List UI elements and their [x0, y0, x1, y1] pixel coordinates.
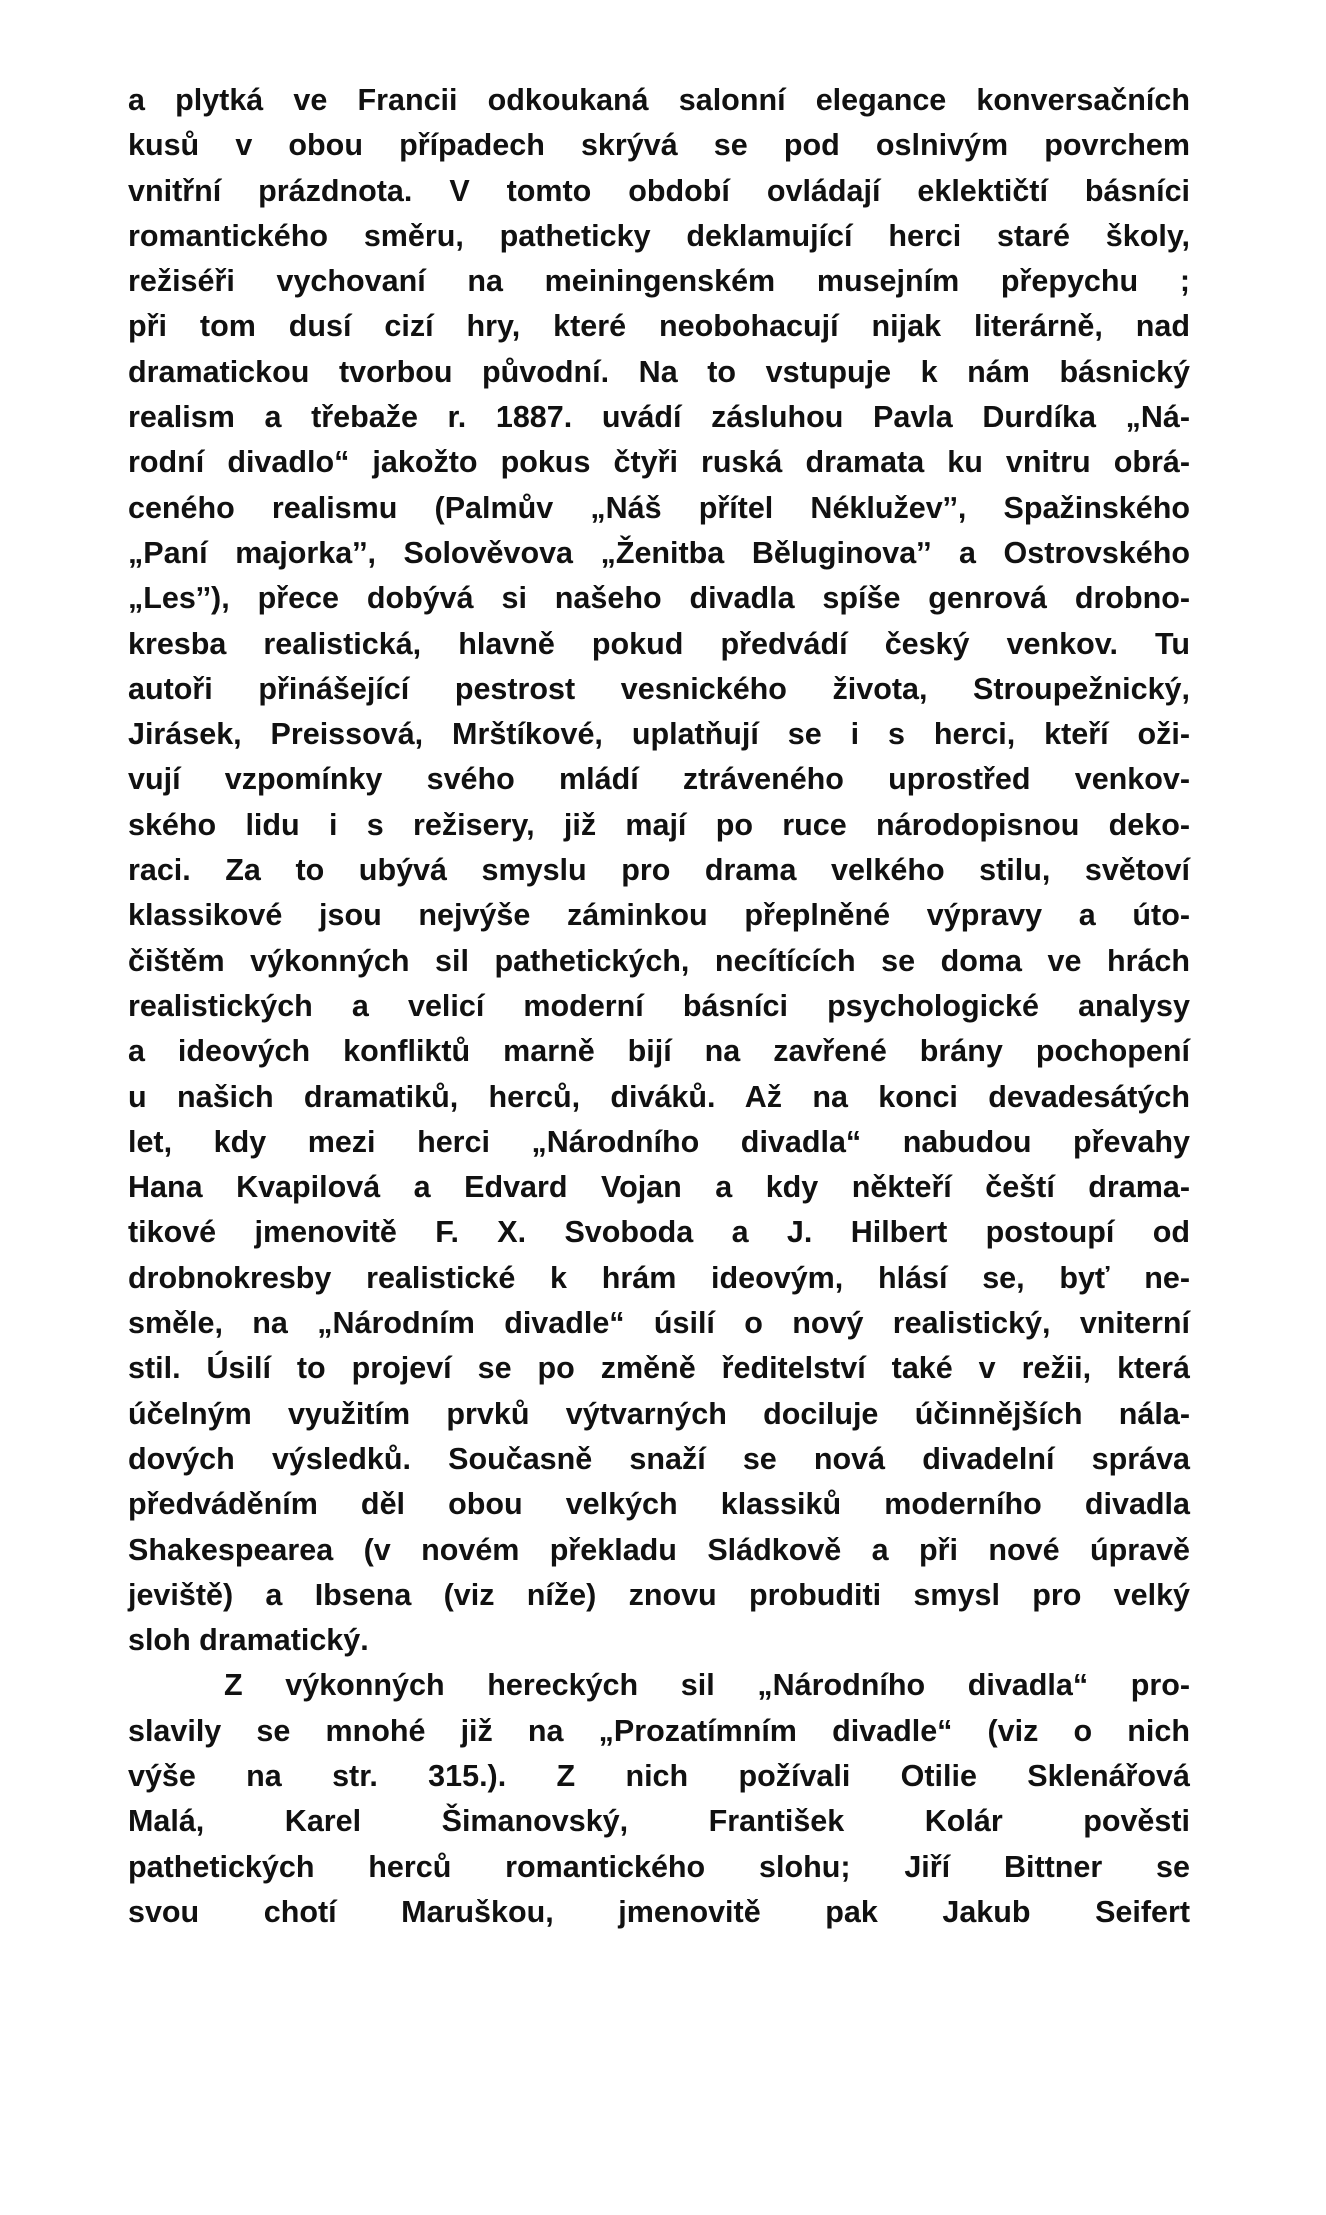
text-line: pathetických herců romantického slohu; Jiří Bittner se	[128, 1849, 1190, 1884]
text-line: účelným využitím prvků výtvarných dociluje účinnějších nála-	[128, 1396, 1190, 1431]
text-line: čištěm výkonných sil pathetických, necítících se doma ve hrách	[128, 943, 1190, 978]
text-line: Hana Kvapilová a Edvard Vojan a kdy někteří čeští drama-	[128, 1170, 1190, 1205]
text-line: „Lesˮ), přece dobývá si našeho divadla spíše genrová drobno-	[128, 581, 1190, 616]
text-line: předváděním děl obou velkých klassiků moderního divadla	[128, 1487, 1190, 1522]
text-line: slavily se mnohé již na „Prozatímním divadle“ (viz o nich	[128, 1713, 1190, 1748]
text-line: klassikové jsou nejvýše záminkou přeplněné výpravy a úto-	[128, 898, 1190, 933]
text-line: dramatickou tvorbou původní. Na to vstupuje k nám básnický	[128, 354, 1190, 389]
text-line: jeviště) a Ibsena (viz níže) znovu probuditi smysl pro velký	[128, 1577, 1190, 1612]
text-line: dových výsledků. Současně snaží se nová divadelní správa	[128, 1441, 1190, 1476]
text-line: stil. Úsilí to projeví se po změně ředitelství také v režii, která	[128, 1351, 1190, 1386]
text-line: směle, na „Národním divadle“ úsilí o nový realistický, vniterní	[128, 1306, 1190, 1341]
text-line: kresba realistická, hlavně pokud předvádí český venkov. Tu	[128, 626, 1190, 661]
text-line: a ideových konfliktů marně bijí na zavřené brány pochopení	[128, 1034, 1190, 1069]
text-line: při tom dusí cizí hry, které neobohacují nijak literárně, nad	[128, 309, 1190, 344]
paragraph-first-line: Z výkonných hereckých sil „Národního divadla“ pro-	[224, 1668, 1190, 1703]
text-line: Malá, Karel Šimanovský, František Kolár pověsti	[128, 1804, 1190, 1839]
text-line: drobnokresby realistické k hrám ideovým, hlásí se, byť ne-	[128, 1260, 1190, 1295]
text-line: Jirásek, Preissová, Mrštíkové, uplatňují se i s herci, kteří oži-	[128, 717, 1190, 752]
text-line: svou chotí Maruškou, jmenovitě pak Jakub Seifert	[128, 1894, 1190, 1929]
text-line: autoři přinášející pestrost vesnického života, Stroupežnický,	[128, 671, 1190, 706]
text-line: vují vzpomínky svého mládí ztráveného uprostřed venkov-	[128, 762, 1190, 797]
text-line: „Paní majorkaˮ, Solověvova „Ženitba Běluginovaˮ a Ostrovského	[128, 535, 1190, 570]
body-text	[128, 78, 1190, 1935]
text-line: rodní divadlo“ jakožto pokus čtyři ruská dramata ku vnitru obrá-	[128, 445, 1190, 480]
text-line: realism a třebaže r. 1887. uvádí zásluhou Pavla Durdíka „Ná-	[128, 400, 1190, 435]
text-line: vnitřní prázdnota. V tomto období ovládají eklektičtí básníci	[128, 173, 1190, 208]
text-line: tikové jmenovitě F. X. Svoboda a J. Hilbert postoupí od	[128, 1215, 1190, 1250]
text-line: kusů v obou případech skrývá se pod oslnivým povrchem	[128, 128, 1190, 163]
text-line: let, kdy mezi herci „Národního divadla“ nabudou převahy	[128, 1124, 1190, 1159]
text-line: výše na str. 315.). Z nich požívali Otilie Sklenářová	[128, 1758, 1190, 1793]
text-line: a plytká ve Francii odkoukaná salonní elegance konversačních	[128, 83, 1190, 117]
text-line: Shakespearea (v novém překladu Sládkově a při nové úpravě	[128, 1532, 1190, 1567]
text-line: ceného realismu (Palmův „Náš přítel Nékluževˮ, Spažinského	[128, 490, 1190, 525]
text-line: u našich dramatiků, herců, diváků. Až na konci devadesátých	[128, 1079, 1190, 1114]
text-line: sloh dramatický.	[128, 1623, 369, 1658]
text-line: realistických a velicí moderní básníci psychologické analysy	[128, 988, 1190, 1023]
text-line: romantického směru, patheticky deklamující herci staré školy,	[128, 218, 1190, 253]
text-line: režiséři vychovaní na meiningenském musejním přepychu ;	[128, 264, 1190, 299]
text-line: ského lidu i s režisery, již mají po ruce národopisnou deko-	[128, 807, 1190, 842]
text-line: raci. Za to ubývá smyslu pro drama velkého stilu, světoví	[128, 853, 1190, 888]
